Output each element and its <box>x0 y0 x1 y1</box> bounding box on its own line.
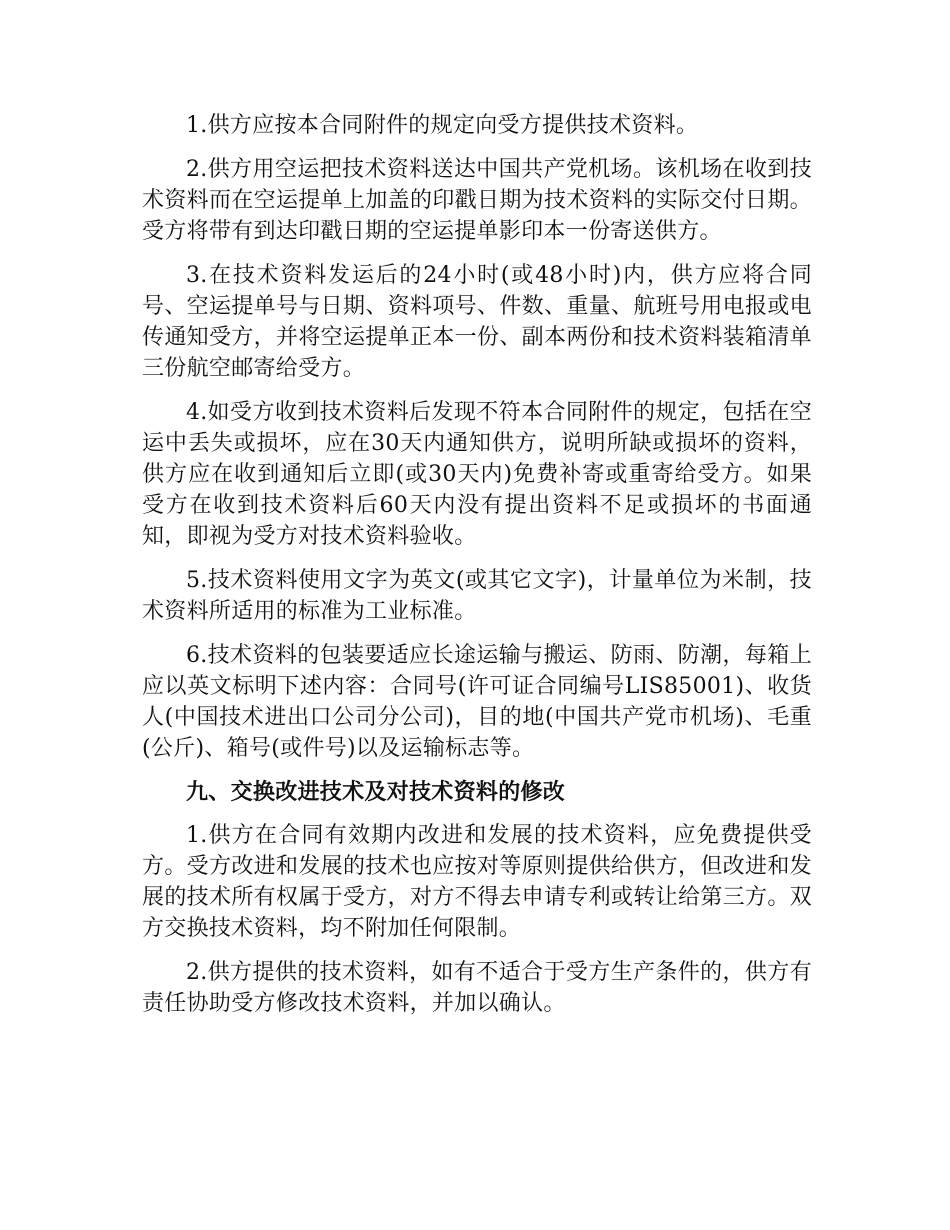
clause-8-2: 2.供方用空运把技术资料送达中国共产党机场。该机场在收到技术资料而在空运提单上加盖的印戳日期为技术资料的实际交付日期。受方将带有到达印戳日期的空运提单影印本一份寄送供方。 <box>142 157 812 244</box>
clause-8-4: 4.如受方收到技术资料后发现不符本合同附件的规定，包括在空运中丢失或损坏，应在30天内通知供方，说明所缺或损坏的资料，供方应在收到通知后立即(或30天内)免费补寄或重寄给受方。如果受方在收到技术资料后60天内没有提出资料不足或损坏的书面通知，即视为受方对技术资料验收。 <box>142 400 812 549</box>
clause-8-3: 3.在技术资料发运后的24小时(或48小时)内，供方应将合同号、空运提单号与日期、资料项号、件数、重量、航班号用电报或电传通知受方，并将空运提单正本一份、副本两份和技术资料装箱清单三份航空邮寄给受方。 <box>142 263 812 381</box>
clause-9-2: 2.供方提供的技术资料，如有不适合于受方生产条件的，供方有责任协助受方修改技术资料，并加以确认。 <box>142 960 812 1016</box>
clause-8-6: 6.技术资料的包装要适应长途运输与搬运、防雨、防潮，每箱上应以英文标明下述内容：合同号(许可证合同编号LIS85001)、收货人(中国技术进出口公司分公司)，目的地(中国共产党市机场)、毛重(公斤)、箱号(或件号)以及运输标志等。 <box>142 643 812 761</box>
document-page <box>142 110 812 1032</box>
clause-9-1: 1.供方在合同有效期内改进和发展的技术资料，应免费提供受方。受方改进和发展的技术也应按对等原则提供给供方，但改进和发展的技术所有权属于受方，对方不得去申请专利或转让给第三方。双方交换技术资料，均不附加任何限制。 <box>142 823 812 941</box>
clause-8-5: 5.技术资料使用文字为英文(或其它文字)，计量单位为米制，技术资料所适用的标准为工业标准。 <box>142 568 812 624</box>
section-heading: 九、交换改进技术及对技术资料的修改 <box>186 780 566 805</box>
clause-8-1: 1.供方应按本合同附件的规定向受方提供技术资料。 <box>186 113 699 138</box>
